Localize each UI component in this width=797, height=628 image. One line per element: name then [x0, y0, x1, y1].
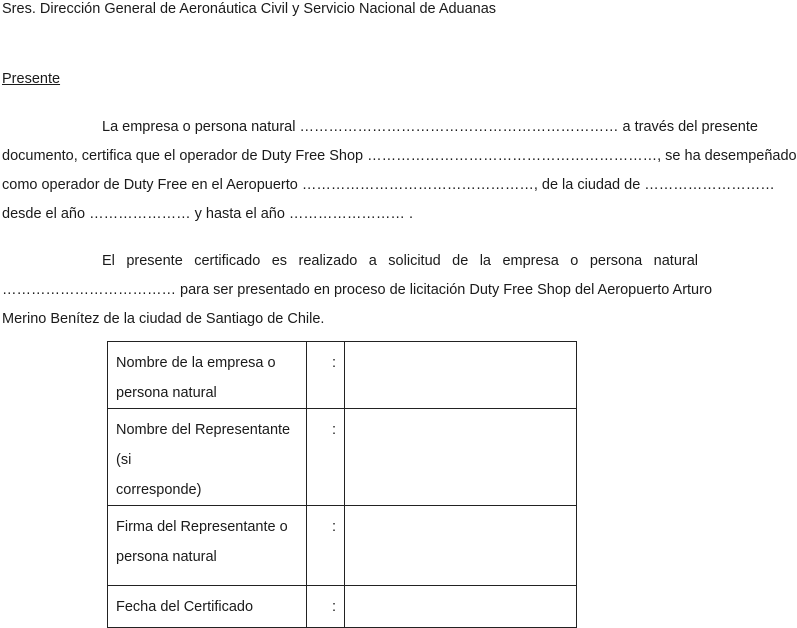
form-value-date[interactable]	[345, 586, 577, 628]
certificate-form-table	[107, 341, 577, 628]
form-row-representative	[108, 409, 577, 506]
paragraph-1-line-1: La empresa o persona natural ………………………………………………………… a través del presente	[102, 119, 758, 135]
form-value-company[interactable]	[345, 342, 577, 409]
form-value-signature[interactable]	[345, 506, 577, 586]
form-label-representative: Nombre del Representante (si corresponde)	[108, 409, 307, 506]
form-row-signature	[108, 506, 577, 586]
form-label-date: Fecha del Certificado	[108, 586, 307, 628]
paragraph-1-line-3: como operador de Duty Free en el Aeropuerto …………………………………………, de la ciudad de ………………………	[2, 177, 775, 193]
paragraph-2-line-2: ……………………………… para ser presentado en proceso de licitación Duty Free Shop del Aeropuerto Arturo	[2, 282, 713, 298]
form-value-representative[interactable]	[345, 409, 577, 506]
addressee: Sres. Dirección General de Aeronáutica Civil y Servicio Nacional de Aduanas	[2, 1, 497, 17]
paragraph-1-line-4: desde el año ………………… y hasta el año …………………… .	[2, 206, 413, 222]
form-colon: :	[307, 342, 345, 409]
form-label-company: Nombre de la empresa o persona natural	[108, 342, 307, 409]
paragraph-2-line-3: Merino Benítez de la ciudad de Santiago de Chile.	[2, 311, 325, 327]
form-colon: :	[307, 586, 345, 628]
form-colon: :	[307, 409, 345, 506]
paragraph-2-line-1: El presente certificado es realizado a solicitud de la empresa o persona natural	[102, 253, 698, 269]
form-row-date	[108, 586, 577, 628]
form-label-signature: Firma del Representante o persona natural	[108, 506, 307, 586]
form-row-company	[108, 342, 577, 409]
paragraph-1-line-2: documento, certifica que el operador de Duty Free Shop ……………………………………………………, se ha desempeñado	[2, 148, 797, 164]
form-colon: :	[307, 506, 345, 586]
greeting: Presente	[2, 71, 61, 87]
